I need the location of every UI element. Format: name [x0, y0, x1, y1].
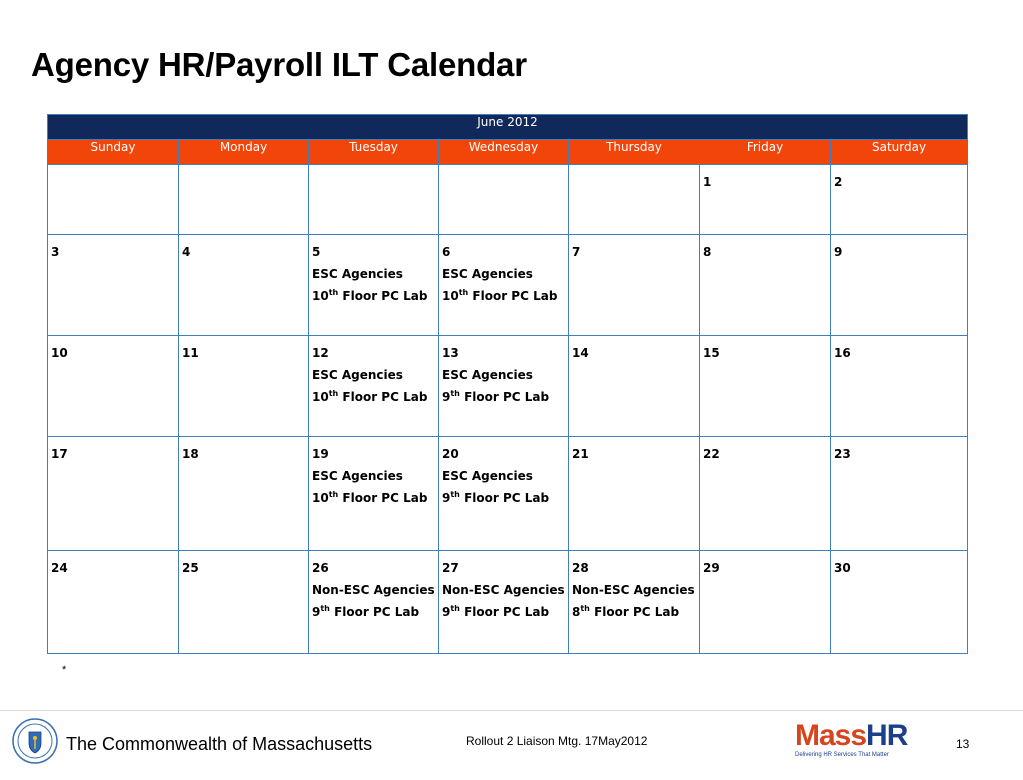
floor-number: 9 — [442, 605, 451, 619]
day-cell — [179, 235, 309, 336]
weekday-friday: Friday — [700, 140, 831, 165]
floor-number: 10 — [442, 289, 459, 303]
weekday-tuesday: Tuesday — [309, 140, 439, 165]
day-cell — [48, 437, 179, 551]
day-cell — [700, 235, 831, 336]
day-cell — [439, 165, 569, 235]
weekday-monday: Monday — [179, 140, 309, 165]
day-cell — [439, 551, 569, 654]
day-cell — [700, 336, 831, 437]
floor-lab: Floor PC Lab — [459, 605, 550, 619]
floor-lab: Floor PC Lab — [329, 605, 420, 619]
day-cell — [831, 551, 968, 654]
slide-title: Agency HR/Payroll ILT Calendar — [31, 46, 527, 83]
massachusetts-seal-icon — [12, 718, 58, 764]
day-cell — [439, 235, 569, 336]
footer-divider — [0, 710, 1023, 711]
day-cell — [700, 437, 831, 551]
floor-number: 9 — [312, 605, 321, 619]
weekday-wednesday: Wednesday — [439, 140, 569, 165]
event-location — [442, 601, 566, 623]
event-location — [312, 386, 436, 408]
masshr-logo — [795, 719, 908, 766]
day-cell — [179, 336, 309, 437]
calendar-table — [47, 114, 968, 654]
floor-number: 9 — [442, 390, 451, 404]
event-agency: ESC Agencies — [442, 469, 533, 483]
event-agency: Non-ESC Agencies — [572, 583, 695, 597]
floor-number: 8 — [572, 605, 581, 619]
footnote-asterisk: * — [62, 664, 67, 676]
day-number: 15 — [703, 346, 720, 360]
day-cell — [700, 165, 831, 235]
event-agency: ESC Agencies — [312, 368, 403, 382]
floor-ordinal: th — [450, 389, 460, 398]
floor-ordinal: th — [328, 389, 339, 398]
day-number: 19 — [312, 447, 329, 461]
masshr-logo-wordmark — [795, 719, 908, 752]
day-number: 26 — [312, 561, 329, 575]
day-cell — [569, 336, 700, 437]
day-cell — [439, 437, 569, 551]
day-number: 5 — [312, 245, 321, 259]
day-cell — [48, 165, 179, 235]
day-number: 24 — [51, 561, 68, 575]
day-cell — [48, 235, 179, 336]
day-cell — [309, 235, 439, 336]
event-location — [442, 487, 566, 509]
masshr-logo-mass: Mass — [795, 719, 867, 752]
calendar-body — [48, 165, 968, 654]
day-number: 18 — [182, 447, 199, 461]
event-agency: Non-ESC Agencies — [312, 583, 435, 597]
floor-number: 9 — [442, 491, 451, 505]
day-number: 27 — [442, 561, 459, 575]
day-number: 22 — [703, 447, 720, 461]
event-location — [312, 487, 436, 509]
floor-ordinal: th — [580, 604, 590, 613]
week-row — [48, 437, 968, 551]
day-cell — [309, 437, 439, 551]
day-cell — [831, 165, 968, 235]
masshr-tagline: Delivering HR Services That Matter — [795, 752, 889, 758]
event-agency: ESC Agencies — [312, 267, 403, 281]
floor-lab: Floor PC Lab — [338, 289, 428, 303]
day-number: 2 — [834, 175, 843, 189]
day-cell — [831, 235, 968, 336]
day-cell — [700, 551, 831, 654]
day-number: 29 — [703, 561, 720, 575]
day-number: 3 — [51, 245, 60, 259]
weekday-saturday: Saturday — [831, 140, 968, 165]
month-header-row — [48, 115, 968, 140]
day-cell — [569, 437, 700, 551]
day-number: 17 — [51, 447, 68, 461]
week-row — [48, 235, 968, 336]
day-number: 9 — [834, 245, 843, 259]
week-row — [48, 165, 968, 235]
day-number: 1 — [703, 175, 712, 189]
footer-meeting-info: Rollout 2 Liaison Mtg. 17May2012 — [466, 734, 648, 748]
day-number: 30 — [834, 561, 851, 575]
floor-lab: Floor PC Lab — [589, 605, 680, 619]
event-location — [442, 386, 566, 408]
day-number: 10 — [51, 346, 68, 360]
floor-ordinal: th — [328, 288, 339, 297]
week-row — [48, 336, 968, 437]
floor-number: 10 — [312, 491, 329, 505]
day-number: 14 — [572, 346, 589, 360]
day-cell — [309, 165, 439, 235]
week-row — [48, 551, 968, 654]
event-agency: ESC Agencies — [442, 368, 533, 382]
day-number: 20 — [442, 447, 459, 461]
floor-lab: Floor PC Lab — [338, 491, 428, 505]
day-number: 21 — [572, 447, 589, 461]
event-location — [442, 285, 566, 307]
weekday-thursday: Thursday — [569, 140, 700, 165]
day-cell — [48, 551, 179, 654]
day-number: 23 — [834, 447, 851, 461]
day-number: 7 — [572, 245, 581, 259]
day-number: 8 — [703, 245, 712, 259]
floor-number: 10 — [312, 390, 329, 404]
event-agency: Non-ESC Agencies — [442, 583, 565, 597]
floor-lab: Floor PC Lab — [338, 390, 428, 404]
day-number: 6 — [442, 245, 451, 259]
page-number: 13 — [956, 737, 970, 751]
day-cell — [179, 551, 309, 654]
day-cell — [439, 336, 569, 437]
day-number: 11 — [182, 346, 199, 360]
day-cell — [309, 551, 439, 654]
masshr-logo-hr: HR — [866, 719, 908, 752]
day-cell — [831, 336, 968, 437]
floor-number: 10 — [312, 289, 329, 303]
floor-lab: Floor PC Lab — [459, 491, 550, 505]
day-cell — [569, 235, 700, 336]
event-location — [572, 601, 697, 623]
floor-lab: Floor PC Lab — [468, 289, 558, 303]
month-title: June 2012 — [48, 115, 968, 140]
day-cell — [48, 336, 179, 437]
day-cell — [569, 551, 700, 654]
day-cell — [179, 437, 309, 551]
day-number: 4 — [182, 245, 191, 259]
day-cell — [179, 165, 309, 235]
day-number: 13 — [442, 346, 459, 360]
event-location — [312, 285, 436, 307]
floor-ordinal: th — [450, 604, 460, 613]
footer-organization: The Commonwealth of Massachusetts — [66, 734, 373, 754]
floor-ordinal: th — [450, 490, 460, 499]
floor-lab: Floor PC Lab — [459, 390, 550, 404]
day-cell — [831, 437, 968, 551]
floor-ordinal: th — [320, 604, 330, 613]
day-cell — [309, 336, 439, 437]
event-agency: ESC Agencies — [312, 469, 403, 483]
day-number: 12 — [312, 346, 329, 360]
day-number: 28 — [572, 561, 589, 575]
day-cell — [569, 165, 700, 235]
day-number: 25 — [182, 561, 199, 575]
weekday-sunday: Sunday — [48, 140, 179, 165]
event-location — [312, 601, 436, 623]
floor-ordinal: th — [458, 288, 469, 297]
event-agency: ESC Agencies — [442, 267, 533, 281]
weekday-header-row — [48, 140, 968, 165]
floor-ordinal: th — [328, 490, 339, 499]
day-number: 16 — [834, 346, 851, 360]
